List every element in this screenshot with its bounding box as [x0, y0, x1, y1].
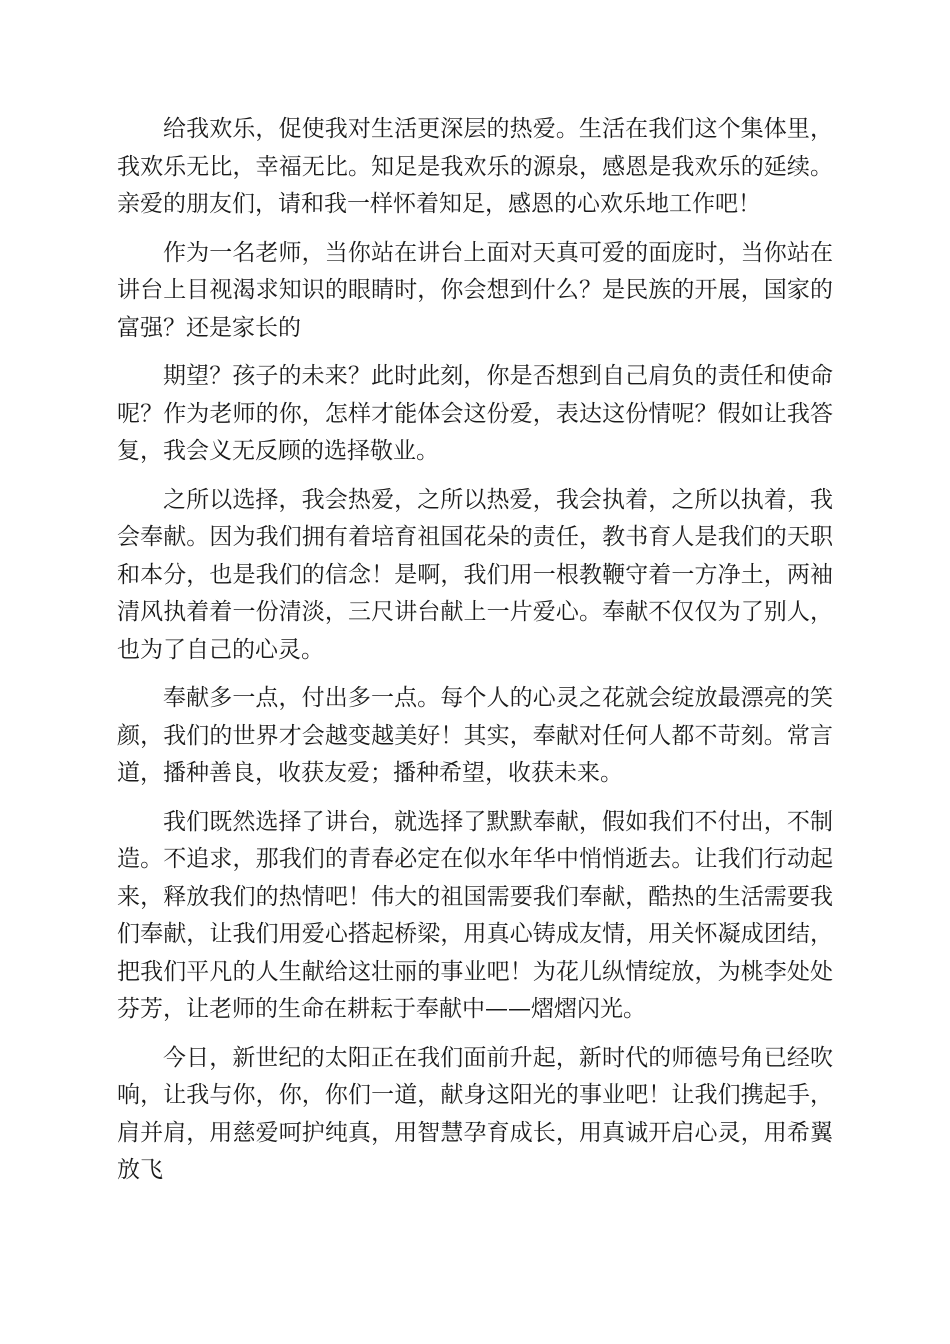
paragraph-3: 期望？孩子的未来？此时此刻，你是否想到自己肩负的责任和使命呢？作为老师的你，怎样才能体会这份爱，表达这份情呢？假如让我答复，我会义无反顾的选择敬业。 [117, 363, 833, 464]
paragraph-4: 之所以选择，我会热爱，之所以热爱，我会执着，之所以执着，我会奉献。因为我们拥有着培育祖国花朵的责任，教书育人是我们的天职和本分，也是我们的信念！是啊，我们用一根教鞭守着一方净土，两袖清风执着着一份清淡，三尺讲台献上一片爱心。奉献不仅仅为了别人，也为了自己的心灵。 [117, 486, 833, 663]
paragraph-7: 今日，新世纪的太阳正在我们面前升起，新时代的师德号角已经吹响，让我与你，你，你们一道，献身这阳光的事业吧！让我们携起手，肩并肩，用慈爱呵护纯真，用智慧孕育成长，用真诚开启心灵，用希翼放飞 [117, 1044, 833, 1183]
paragraph-2: 作为一名老师，当你站在讲台上面对天真可爱的面庞时，当你站在讲台上目视渴求知识的眼睛时，你会想到什么？是民族的开展，国家的富强？还是家长的 [117, 239, 833, 341]
paragraph-6: 我们既然选择了讲台，就选择了默默奉献，假如我们不付出，不制造。不追求，那我们的青春必定在似水年华中悄悄逝去。让我们行动起来，释放我们的热情吧！伟大的祖国需要我们奉献，酷热的生活需要我们奉献，让我们用爱心搭起桥梁，用真心铸成友情，用关怀凝成团结，把我们平凡的人生献给这壮丽的事业吧！为花儿纵情绽放，为桃李处处芬芳，让老师的生命在耕耘于奉献中——熠熠闪光。 [117, 808, 833, 1022]
paragraph-1: 给我欢乐，促使我对生活更深层的热爱。生活在我们这个集体里，我欢乐无比，幸福无比。知足是我欢乐的源泉，感恩是我欢乐的延续。亲爱的朋友们，请和我一样怀着知足，感恩的心欢乐地工作吧！ [117, 116, 833, 217]
document-body [117, 111, 833, 1201]
paragraph-5: 奉献多一点，付出多一点。每个人的心灵之花就会绽放最漂亮的笑颜，我们的世界才会越变越美好！其实，奉献对任何人都不苛刻。常言道，播种善良，收获友爱；播种希望，收获未来。 [117, 685, 833, 786]
